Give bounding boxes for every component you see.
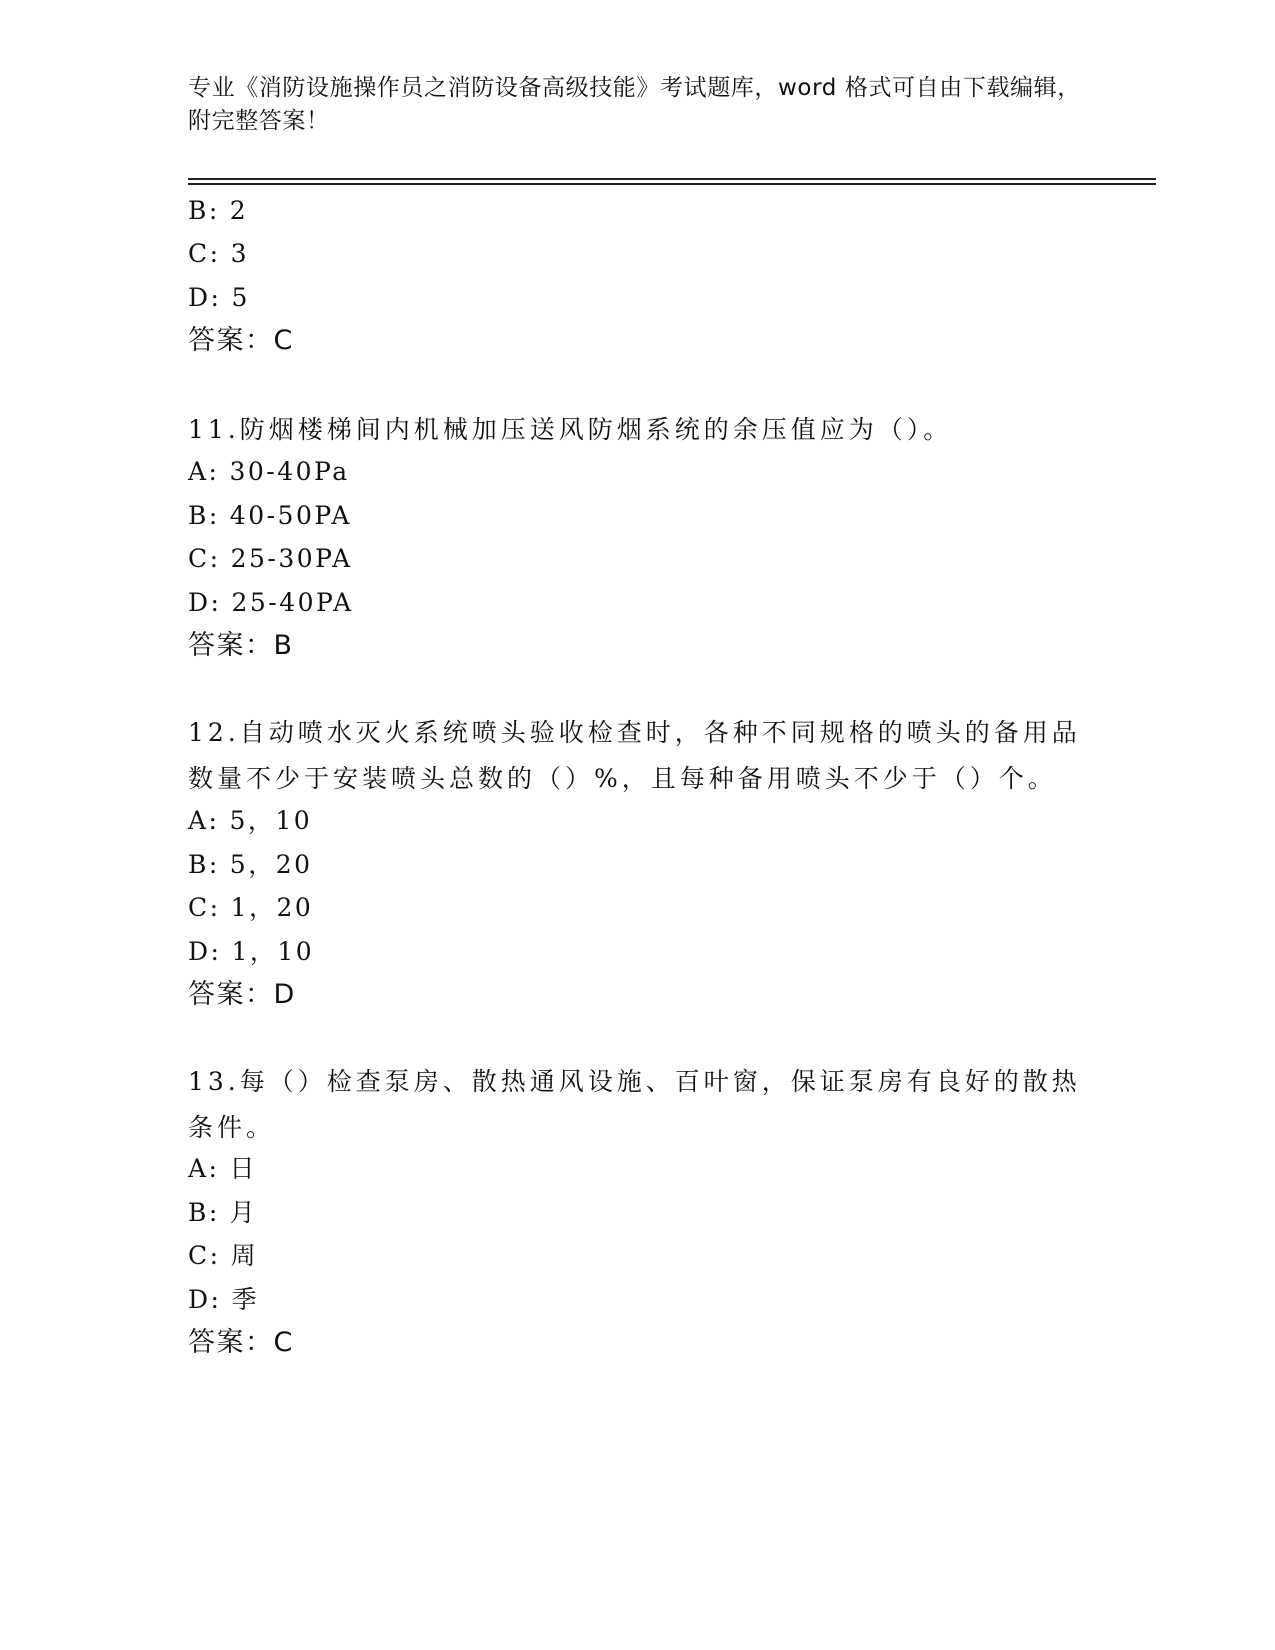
option-label: C: — [188, 893, 221, 922]
option-d — [188, 1283, 259, 1317]
option-label: D: — [188, 588, 222, 617]
option-label: B: — [188, 196, 220, 225]
option-a — [188, 804, 312, 838]
option-text: 5 — [231, 283, 250, 312]
option-text: 40-50PA — [229, 501, 352, 530]
option-label: C: — [188, 1241, 221, 1270]
option-c — [188, 542, 353, 576]
option-b — [188, 1196, 257, 1230]
option-text: 5，20 — [229, 850, 313, 879]
option-text: 30-40Pa — [229, 457, 350, 486]
answer-line: 答案：C — [188, 1327, 294, 1358]
option-label: D: — [188, 937, 222, 966]
option-text: 25-30PA — [230, 544, 353, 573]
option-a — [188, 1152, 257, 1186]
option-label: B: — [188, 501, 220, 530]
option-b — [188, 848, 313, 882]
option-text: 3 — [230, 239, 249, 268]
header-divider-top — [188, 178, 1156, 180]
option-label: A: — [188, 1154, 220, 1183]
option-c — [188, 1239, 258, 1273]
option-text: 25-40PA — [231, 588, 354, 617]
option-text: 月 — [229, 1198, 258, 1227]
question-12-stem: 12.自动喷水灭火系统喷头验收检查时，各种不同规格的喷头的备用品数量不少于安装喷头总数的（）%，且每种备用喷头不少于（）个。 — [188, 718, 1081, 793]
option-c — [188, 237, 249, 271]
option-d — [188, 935, 314, 969]
answer-line: 答案：C — [188, 325, 294, 356]
option-a — [188, 455, 350, 489]
option-label: A: — [188, 457, 220, 486]
question-13-stem: 13.每（）检查泵房、散热通风设施、百叶窗，保证泵房有良好的散热条件。 — [188, 1067, 1081, 1142]
option-label: D: — [188, 283, 222, 312]
answer-line: 答案：B — [188, 630, 294, 661]
option-b — [188, 499, 352, 533]
option-label: C: — [188, 239, 221, 268]
option-b — [188, 194, 248, 228]
option-text: 1，10 — [231, 937, 315, 966]
option-text: 周 — [230, 1241, 259, 1270]
option-label: B: — [188, 1198, 220, 1227]
option-d — [188, 281, 250, 315]
question-11-stem: 11.防烟楼梯间内机械加压送风防烟系统的余压值应为（）。 — [188, 415, 953, 444]
option-text: 5，10 — [229, 806, 313, 835]
option-text: 季 — [231, 1285, 259, 1314]
option-c — [188, 891, 313, 925]
option-d — [188, 586, 354, 620]
answer-line: 答案：D — [188, 979, 296, 1010]
option-label: B: — [188, 850, 220, 879]
option-text: 日 — [229, 1154, 257, 1183]
option-text: 1，20 — [230, 893, 314, 922]
option-label: A: — [188, 806, 220, 835]
option-label: D: — [188, 1285, 222, 1314]
header-divider-bottom — [188, 183, 1156, 185]
option-text: 2 — [229, 196, 249, 225]
option-label: C: — [188, 544, 221, 573]
document-header: 专业《消防设施操作员之消防设备高级技能》考试题库，word 格式可自由下载编辑，附完整答案！ — [188, 75, 1081, 134]
